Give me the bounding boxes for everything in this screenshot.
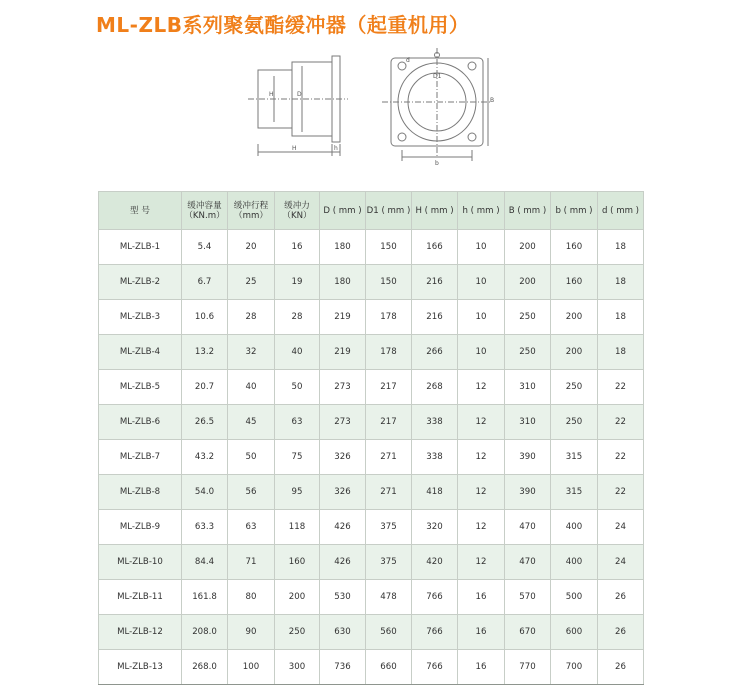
model-cell: ML-ZLB-2	[99, 265, 182, 300]
table-cell: 250	[551, 370, 598, 405]
model-cell: ML-ZLB-11	[99, 580, 182, 615]
table-cell: 315	[551, 440, 598, 475]
spec-table	[98, 191, 644, 685]
table-cell: 20.7	[182, 370, 228, 405]
table-cell: 700	[551, 650, 598, 685]
table-cell: 18	[598, 335, 644, 370]
table-cell: 20	[228, 230, 275, 265]
table-cell: 19	[275, 265, 320, 300]
column-header: 缓冲行程 （mm）	[228, 192, 275, 230]
table-cell: 217	[366, 370, 412, 405]
table-cell: 56	[228, 475, 275, 510]
dim-label: D	[297, 91, 302, 98]
table-cell: 40	[228, 370, 275, 405]
table-row	[99, 405, 644, 440]
table-cell: 271	[366, 440, 412, 475]
table-cell: 24	[598, 545, 644, 580]
column-header: 缓冲力 （KN）	[275, 192, 320, 230]
table-cell: 150	[366, 230, 412, 265]
table-cell: 326	[320, 440, 366, 475]
table-cell: 18	[598, 230, 644, 265]
table-cell: 390	[505, 475, 551, 510]
table-cell: 219	[320, 335, 366, 370]
column-header: d ( mm )	[598, 192, 644, 230]
table-cell: 12	[458, 510, 505, 545]
table-cell: 50	[275, 370, 320, 405]
column-header: D ( mm )	[320, 192, 366, 230]
table-row	[99, 265, 644, 300]
table-cell: 250	[551, 405, 598, 440]
model-cell: ML-ZLB-7	[99, 440, 182, 475]
table-cell: 736	[320, 650, 366, 685]
table-cell: 300	[275, 650, 320, 685]
table-cell: 16	[458, 615, 505, 650]
table-cell: 766	[412, 580, 458, 615]
table-cell: 95	[275, 475, 320, 510]
table-cell: 400	[551, 545, 598, 580]
table-cell: 43.2	[182, 440, 228, 475]
table-cell: 63.3	[182, 510, 228, 545]
dim-label: d	[406, 57, 410, 64]
table-cell: 160	[551, 265, 598, 300]
model-cell: ML-ZLB-4	[99, 335, 182, 370]
column-header: 缓冲容量 （KN.m）	[182, 192, 228, 230]
table-cell: 26	[598, 650, 644, 685]
table-cell: 200	[551, 335, 598, 370]
table-cell: 22	[598, 370, 644, 405]
table-cell: 273	[320, 370, 366, 405]
model-cell: ML-ZLB-9	[99, 510, 182, 545]
table-cell: 268	[412, 370, 458, 405]
table-cell: 26	[598, 580, 644, 615]
table-cell: 273	[320, 405, 366, 440]
table-cell: 200	[551, 300, 598, 335]
table-cell: 10	[458, 335, 505, 370]
table-cell: 418	[412, 475, 458, 510]
dim-label: D1	[433, 73, 442, 80]
table-cell: 161.8	[182, 580, 228, 615]
dim-label: H	[269, 91, 274, 98]
table-cell: 338	[412, 405, 458, 440]
table-cell: 63	[228, 510, 275, 545]
table-cell: 50	[228, 440, 275, 475]
table-cell: 16	[458, 650, 505, 685]
dim-label: B	[490, 97, 495, 104]
table-cell: 118	[275, 510, 320, 545]
table-cell: 22	[598, 475, 644, 510]
table-cell: 217	[366, 405, 412, 440]
column-header: 型 号	[99, 192, 182, 230]
table-cell: 100	[228, 650, 275, 685]
model-cell: ML-ZLB-8	[99, 475, 182, 510]
table-cell: 310	[505, 370, 551, 405]
table-cell: 63	[275, 405, 320, 440]
table-cell: 80	[228, 580, 275, 615]
dim-label: h	[334, 145, 338, 152]
table-cell: 320	[412, 510, 458, 545]
table-cell: 216	[412, 265, 458, 300]
table-cell: 326	[320, 475, 366, 510]
table-cell: 10	[458, 300, 505, 335]
table-cell: 208.0	[182, 615, 228, 650]
table-cell: 10	[458, 230, 505, 265]
table-cell: 630	[320, 615, 366, 650]
table-cell: 180	[320, 265, 366, 300]
table-cell: 766	[412, 650, 458, 685]
model-cell: ML-ZLB-1	[99, 230, 182, 265]
column-header: b ( mm )	[551, 192, 598, 230]
table-row	[99, 510, 644, 545]
table-cell: 570	[505, 580, 551, 615]
column-header: D1 ( mm )	[366, 192, 412, 230]
table-cell: 766	[412, 615, 458, 650]
front-view	[382, 48, 495, 161]
table-row	[99, 475, 644, 510]
table-header-row	[99, 192, 644, 230]
model-cell: ML-ZLB-5	[99, 370, 182, 405]
side-view	[248, 56, 348, 156]
table-cell: 16	[275, 230, 320, 265]
table-cell: 75	[275, 440, 320, 475]
table-cell: 160	[275, 545, 320, 580]
table-cell: 770	[505, 650, 551, 685]
table-cell: 13.2	[182, 335, 228, 370]
table-cell: 5.4	[182, 230, 228, 265]
buffer-technical-drawing	[230, 40, 520, 170]
table-cell: 400	[551, 510, 598, 545]
table-cell: 178	[366, 300, 412, 335]
table-cell: 216	[412, 300, 458, 335]
side-view-labels	[269, 91, 338, 152]
table-cell: 12	[458, 475, 505, 510]
table-cell: 54.0	[182, 475, 228, 510]
table-row	[99, 440, 644, 475]
table-cell: 271	[366, 475, 412, 510]
table-cell: 600	[551, 615, 598, 650]
table-row	[99, 370, 644, 405]
table-cell: 12	[458, 370, 505, 405]
table-cell: 670	[505, 615, 551, 650]
table-cell: 660	[366, 650, 412, 685]
table-cell: 25	[228, 265, 275, 300]
table-cell: 470	[505, 510, 551, 545]
table-cell: 426	[320, 510, 366, 545]
table-cell: 478	[366, 580, 412, 615]
table-row	[99, 300, 644, 335]
table-cell: 32	[228, 335, 275, 370]
table-cell: 266	[412, 335, 458, 370]
table-cell: 12	[458, 545, 505, 580]
dim-label: b	[435, 160, 439, 167]
table-cell: 10.6	[182, 300, 228, 335]
column-header: B ( mm )	[505, 192, 551, 230]
table-cell: 470	[505, 545, 551, 580]
table-cell: 26	[598, 615, 644, 650]
table-cell: 178	[366, 335, 412, 370]
model-cell: ML-ZLB-10	[99, 545, 182, 580]
table-cell: 12	[458, 440, 505, 475]
table-cell: 530	[320, 580, 366, 615]
table-cell: 26.5	[182, 405, 228, 440]
table-cell: 16	[458, 580, 505, 615]
table-row	[99, 615, 644, 650]
table-row	[99, 580, 644, 615]
page-title: ML-ZLB系列聚氨酯缓冲器（起重机用）	[96, 13, 470, 37]
table-cell: 500	[551, 580, 598, 615]
table-cell: 12	[458, 405, 505, 440]
table-cell: 45	[228, 405, 275, 440]
model-cell: ML-ZLB-3	[99, 300, 182, 335]
table-cell: 375	[366, 545, 412, 580]
model-cell: ML-ZLB-12	[99, 615, 182, 650]
table-cell: 22	[598, 440, 644, 475]
table-row	[99, 545, 644, 580]
table-cell: 250	[275, 615, 320, 650]
model-cell: ML-ZLB-6	[99, 405, 182, 440]
table-row	[99, 230, 644, 265]
table-cell: 18	[598, 300, 644, 335]
table-cell: 6.7	[182, 265, 228, 300]
dim-label: H	[292, 145, 297, 152]
table-cell: 390	[505, 440, 551, 475]
table-cell: 310	[505, 405, 551, 440]
table-cell: 22	[598, 405, 644, 440]
table-cell: 90	[228, 615, 275, 650]
table-cell: 84.4	[182, 545, 228, 580]
table-cell: 268.0	[182, 650, 228, 685]
table-cell: 200	[275, 580, 320, 615]
table-cell: 10	[458, 265, 505, 300]
table-cell: 166	[412, 230, 458, 265]
table-cell: 28	[228, 300, 275, 335]
table-cell: 71	[228, 545, 275, 580]
table-cell: 375	[366, 510, 412, 545]
table-cell: 315	[551, 475, 598, 510]
table-cell: 420	[412, 545, 458, 580]
table-cell: 338	[412, 440, 458, 475]
table-cell: 560	[366, 615, 412, 650]
model-cell: ML-ZLB-13	[99, 650, 182, 685]
table-cell: 150	[366, 265, 412, 300]
column-header: h ( mm )	[458, 192, 505, 230]
table-cell: 180	[320, 230, 366, 265]
table-cell: 40	[275, 335, 320, 370]
table-cell: 24	[598, 510, 644, 545]
table-row	[99, 335, 644, 370]
table-cell: 200	[505, 265, 551, 300]
table-cell: 250	[505, 300, 551, 335]
table-cell: 18	[598, 265, 644, 300]
table-cell: 200	[505, 230, 551, 265]
table-cell: 426	[320, 545, 366, 580]
table-cell: 219	[320, 300, 366, 335]
table-cell: 160	[551, 230, 598, 265]
column-header: H ( mm )	[412, 192, 458, 230]
front-view-labels	[406, 57, 494, 167]
table-row	[99, 650, 644, 685]
table-cell: 28	[275, 300, 320, 335]
table-cell: 250	[505, 335, 551, 370]
